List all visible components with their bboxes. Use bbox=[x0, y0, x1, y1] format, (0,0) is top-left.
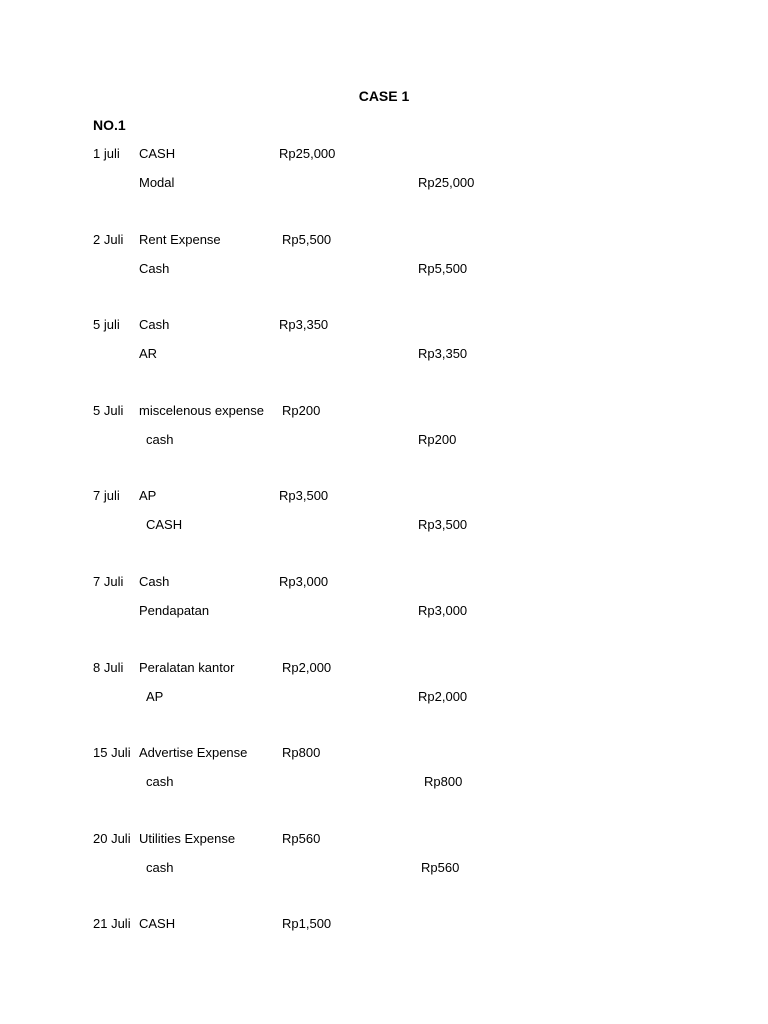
credit-amount: Rp3,500 bbox=[418, 517, 468, 533]
credit-row bbox=[0, 346, 768, 366]
section-heading: NO.1 bbox=[93, 117, 126, 133]
debit-row bbox=[0, 916, 768, 936]
credit-amount: Rp2,000 bbox=[418, 688, 468, 704]
debit-amount: Rp3,350 bbox=[279, 317, 329, 333]
credit-account: Modal bbox=[139, 175, 175, 190]
debit-account: Cash bbox=[139, 573, 170, 589]
credit-row bbox=[0, 517, 768, 537]
credit-account: CASH bbox=[146, 517, 183, 533]
debit-row bbox=[0, 574, 768, 594]
debit-account: AP bbox=[139, 488, 157, 504]
debit-account: Utilities Expense bbox=[139, 830, 236, 846]
debit-amount: Rp2,000 bbox=[282, 659, 332, 675]
credit-account: cash bbox=[146, 431, 174, 447]
debit-account: CASH bbox=[139, 916, 176, 932]
debit-amount: Rp1,500 bbox=[282, 916, 332, 932]
entry-date: 5 Juli bbox=[93, 402, 124, 418]
debit-amount: Rp800 bbox=[282, 745, 321, 761]
entry-date: 1 juli bbox=[93, 146, 120, 161]
entry-date: 21 Juli bbox=[93, 916, 131, 932]
debit-row bbox=[0, 232, 768, 252]
credit-row bbox=[0, 689, 768, 709]
entry-date: 8 Juli bbox=[93, 659, 124, 675]
debit-amount: Rp3,500 bbox=[279, 488, 329, 504]
credit-account: Cash bbox=[139, 260, 170, 276]
debit-row bbox=[0, 317, 768, 337]
entry-date: 2 Juli bbox=[93, 231, 124, 247]
debit-row bbox=[0, 488, 768, 508]
debit-row bbox=[0, 831, 768, 851]
debit-account: Peralatan kantor bbox=[139, 659, 235, 675]
debit-amount: Rp5,500 bbox=[282, 231, 332, 247]
credit-amount: Rp200 bbox=[418, 431, 457, 447]
debit-amount: Rp3,000 bbox=[279, 573, 329, 589]
entry-date: 15 Juli bbox=[93, 745, 131, 761]
credit-row bbox=[0, 175, 768, 195]
credit-amount: Rp3,000 bbox=[418, 602, 468, 618]
debit-amount: Rp560 bbox=[282, 830, 321, 846]
credit-account: AP bbox=[146, 688, 164, 704]
debit-account: miscelenous expense bbox=[139, 402, 265, 418]
entry-date: 20 Juli bbox=[93, 830, 131, 846]
credit-amount: Rp5,500 bbox=[418, 260, 468, 276]
credit-row bbox=[0, 432, 768, 452]
credit-row bbox=[0, 603, 768, 623]
debit-row bbox=[0, 146, 768, 166]
credit-row bbox=[0, 261, 768, 281]
entry-date: 7 juli bbox=[93, 488, 120, 504]
credit-account: cash bbox=[146, 774, 174, 790]
credit-row bbox=[0, 774, 768, 794]
debit-account: Advertise Expense bbox=[139, 745, 248, 761]
debit-amount: Rp25,000 bbox=[279, 146, 336, 161]
debit-row bbox=[0, 745, 768, 765]
credit-account: AR bbox=[139, 346, 158, 362]
debit-account: Rent Expense bbox=[139, 231, 221, 247]
debit-row bbox=[0, 660, 768, 680]
debit-account: CASH bbox=[139, 146, 176, 161]
credit-amount: Rp3,350 bbox=[418, 346, 468, 362]
entry-date: 5 juli bbox=[93, 317, 120, 333]
credit-account: Pendapatan bbox=[139, 602, 210, 618]
debit-row bbox=[0, 403, 768, 423]
debit-account: Cash bbox=[139, 317, 170, 333]
credit-row bbox=[0, 860, 768, 880]
entry-date: 7 Juli bbox=[93, 573, 124, 589]
credit-amount: Rp25,000 bbox=[418, 175, 475, 190]
credit-amount: Rp560 bbox=[421, 859, 460, 875]
credit-account: cash bbox=[146, 859, 174, 875]
credit-amount: Rp800 bbox=[424, 774, 463, 790]
document-title: CASE 1 bbox=[358, 88, 410, 104]
debit-amount: Rp200 bbox=[282, 402, 321, 418]
